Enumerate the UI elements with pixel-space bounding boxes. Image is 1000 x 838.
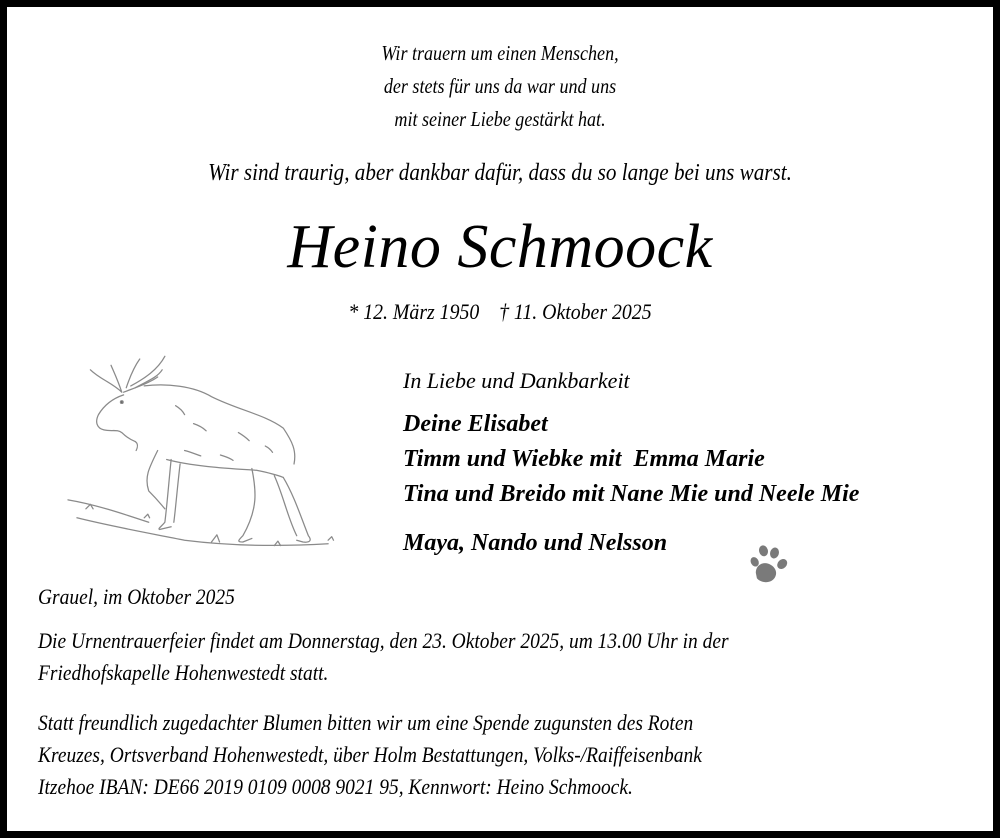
mourner: Timm und Wiebke mit Emma Marie [403,446,765,472]
death-date: † 11. Oktober 2025 [499,299,652,324]
paw-print-icon [747,542,791,586]
donation-line: Statt freundlich zugedachter Blumen bitten wir um eine Spende zugunsten des Roten [38,710,694,735]
poem [7,37,993,136]
family-block [403,365,859,561]
donation-info [38,707,702,803]
pets: Maya, Nando und Nelsson [403,530,668,556]
tagline: Wir sind traurig, aber dankbar dafür, dass du so lange bei uns warst. [208,160,792,186]
service-line: Die Urnentrauerfeier findet am Donnerstag, den 23. Oktober 2025, um 13.00 Uhr in der [38,628,729,653]
poem-line: Wir trauern um einen Menschen, [381,41,619,65]
place-date: Grauel, im Oktober 2025 [38,584,235,609]
birth-date: * 12. März 1950 [348,299,480,324]
family-intro: In Liebe und Dankbarkeit [403,368,630,393]
donation-line: Itzehoe IBAN: DE66 2019 0109 0008 9021 95, Kennwort: Heino Schmoock. [38,774,633,799]
obituary-notice [7,7,993,831]
poem-line: der stets für uns da war und uns [383,74,617,98]
mourner: Tina und Breido mit Nane Mie und Neele Mie [403,481,860,507]
life-dates [56,299,943,325]
deceased-name: Heino Schmoock [287,213,713,281]
service-info [38,625,729,689]
mourner: Deine Elisabet [403,411,548,437]
service-line: Friedhofskapelle Hohenwestedt statt. [38,660,329,685]
moose-sketch-image [59,340,364,570]
donation-line: Kreuzes, Ortsverband Hohenwestedt, über Holm Bestattungen, Volks-/Raiffeisenbank [38,742,702,767]
poem-line: mit seiner Liebe gestärkt hat. [394,107,606,131]
